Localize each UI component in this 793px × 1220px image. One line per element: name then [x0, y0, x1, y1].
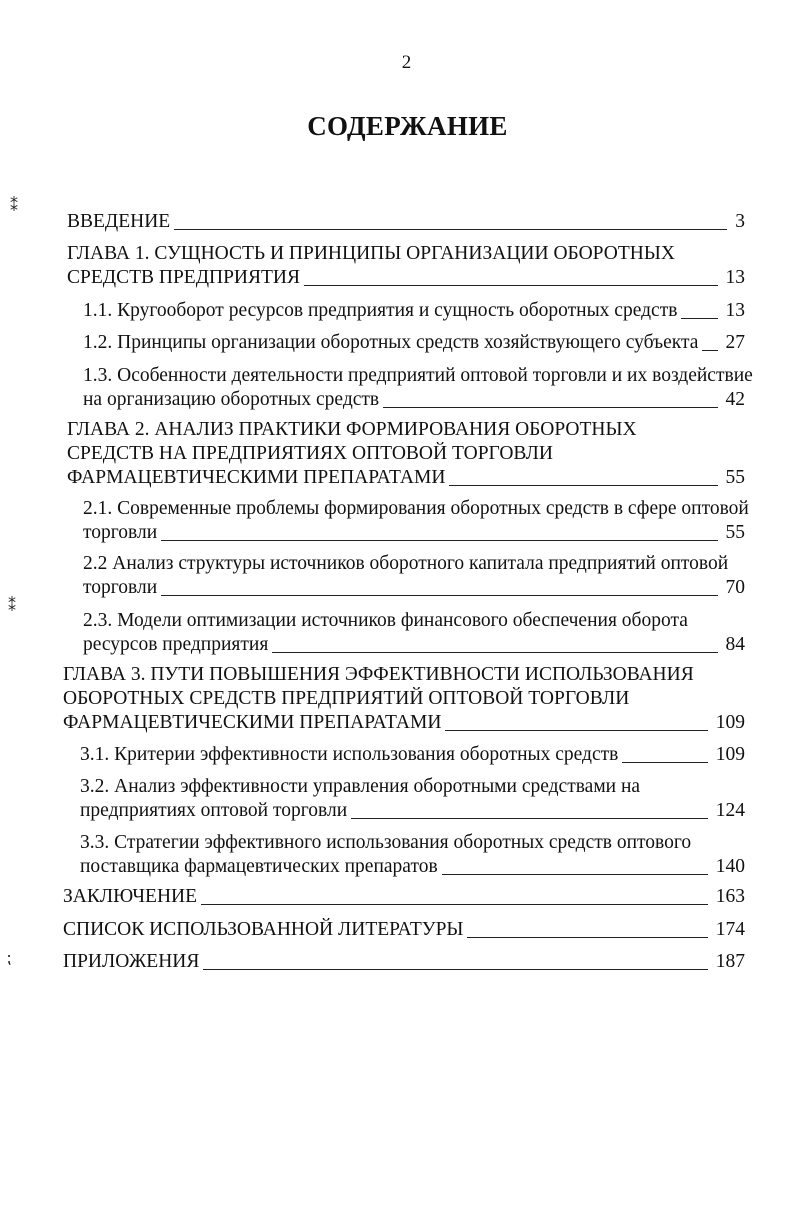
- toc-page-number: 187: [715, 951, 745, 972]
- page-title: СОДЕРЖАНИЕ: [307, 111, 508, 141]
- toc-page-number: 174: [715, 919, 745, 940]
- toc-entry-text: 1.2. Принципы организации оборотных средств хозяйствующего субъекта: [83, 332, 699, 353]
- toc-page-number: 124: [715, 800, 745, 821]
- toc-page-number: 13: [725, 300, 745, 321]
- toc-entry-text: СПИСОК ИСПОЛЬЗОВАННОЙ ЛИТЕРАТУРЫ: [63, 919, 464, 940]
- toc-page-number: 55: [725, 522, 745, 543]
- toc-page-number: 163: [715, 886, 745, 907]
- toc-entry-text: ФАРМАЦЕВТИЧЕСКИМИ ПРЕПАРАТАМИ: [67, 467, 446, 488]
- toc-entry-text: 3.3. Стратегии эффективного использования оборотных средств оптового: [80, 832, 692, 853]
- scan-mark: ⁑: [8, 596, 16, 615]
- toc-page-number: 70: [725, 577, 745, 598]
- page-number: 2: [401, 52, 412, 73]
- toc-leader-line: [467, 937, 707, 938]
- toc-entry-text: поставщика фармацевтических препаратов: [80, 856, 438, 877]
- toc-entry-text: СРЕДСТВ НА ПРЕДПРИЯТИЯХ ОПТОВОЙ ТОРГОВЛИ: [67, 443, 553, 464]
- toc-leader-line: [442, 874, 708, 875]
- toc-entry-text: 2.3. Модели оптимизации источников финансового обеспечения оборота: [83, 610, 688, 631]
- toc-entry-text: ГЛАВА 2. АНАЛИЗ ПРАКТИКИ ФОРМИРОВАНИЯ ОБОРОТНЫХ: [67, 419, 637, 440]
- toc-entry-text: ЗАКЛЮЧЕНИЕ: [63, 886, 198, 907]
- toc-leader-line: [351, 818, 708, 819]
- toc-entry-text: 3.2. Анализ эффективности управления оборотными средствами на: [80, 776, 641, 797]
- toc-entry-text: ГЛАВА 1. СУЩНОСТЬ И ПРИНЦИПЫ ОРГАНИЗАЦИИ ОБОРОТНЫХ: [67, 243, 675, 264]
- toc-leader-line: [203, 969, 707, 970]
- toc-leader-line: [681, 318, 717, 319]
- toc-leader-line: [201, 904, 708, 905]
- toc-entry-text: 1.1. Кругооборот ресурсов предприятия и сущность оборотных средств: [83, 300, 678, 321]
- toc-leader-line: [161, 540, 717, 541]
- toc-leader-line: [622, 762, 707, 763]
- toc-page-number: 42: [725, 389, 745, 410]
- toc-entry-text: ВВЕДЕНИЕ: [67, 211, 171, 232]
- scan-mark: ⁑: [10, 196, 18, 215]
- toc-entry-text: ФАРМАЦЕВТИЧЕСКИМИ ПРЕПАРАТАМИ: [63, 712, 442, 733]
- toc-leader-line: [445, 730, 707, 731]
- toc-entry-text: предприятиях оптовой торговли: [80, 800, 348, 821]
- toc-page-number: 109: [715, 744, 745, 765]
- toc-page-number: 55: [725, 467, 745, 488]
- toc-entry-text: 1.3. Особенности деятельности предприятий оптовой торговли и их воздействие: [83, 365, 753, 386]
- toc-page-number: 140: [715, 856, 745, 877]
- toc-page-number: 27: [725, 332, 745, 353]
- toc-entry-text: на организацию оборотных средств: [83, 389, 380, 410]
- toc-leader-line: [449, 485, 717, 486]
- scan-mark: ⁏: [6, 948, 12, 967]
- toc-entry-text: торговли: [83, 577, 158, 598]
- toc-leader-line: [383, 407, 717, 408]
- toc-entry-text: 2.1. Современные проблемы формирования оборотных средств в сфере оптовой: [83, 498, 749, 519]
- toc-entry-text: 3.1. Критерии эффективности использования оборотных средств: [80, 744, 619, 765]
- toc-entry-text: СРЕДСТВ ПРЕДПРИЯТИЯ: [67, 267, 301, 288]
- toc-page-number: 13: [725, 267, 745, 288]
- toc-leader-line: [272, 652, 717, 653]
- toc-entry-text: 2.2 Анализ структуры источников оборотного капитала предприятий оптовой: [83, 553, 729, 574]
- toc-entry-text: торговли: [83, 522, 158, 543]
- toc-page-number: 109: [715, 712, 745, 733]
- toc-entry-text: ОБОРОТНЫХ СРЕДСТВ ПРЕДПРИЯТИЙ ОПТОВОЙ ТОРГОВЛИ: [63, 688, 630, 709]
- toc-entry-text: ПРИЛОЖЕНИЯ: [63, 951, 200, 972]
- toc-leader-line: [174, 229, 727, 230]
- toc-page-number: 3: [735, 211, 745, 232]
- toc-entry-text: ГЛАВА 3. ПУТИ ПОВЫШЕНИЯ ЭФФЕКТИВНОСТИ ИСПОЛЬЗОВАНИЯ: [63, 664, 694, 685]
- toc-leader-line: [304, 285, 717, 286]
- toc-leader-line: [161, 595, 717, 596]
- toc-page-number: 84: [725, 634, 745, 655]
- toc-leader-line: [702, 350, 717, 351]
- toc-entry-text: ресурсов предприятия: [83, 634, 269, 655]
